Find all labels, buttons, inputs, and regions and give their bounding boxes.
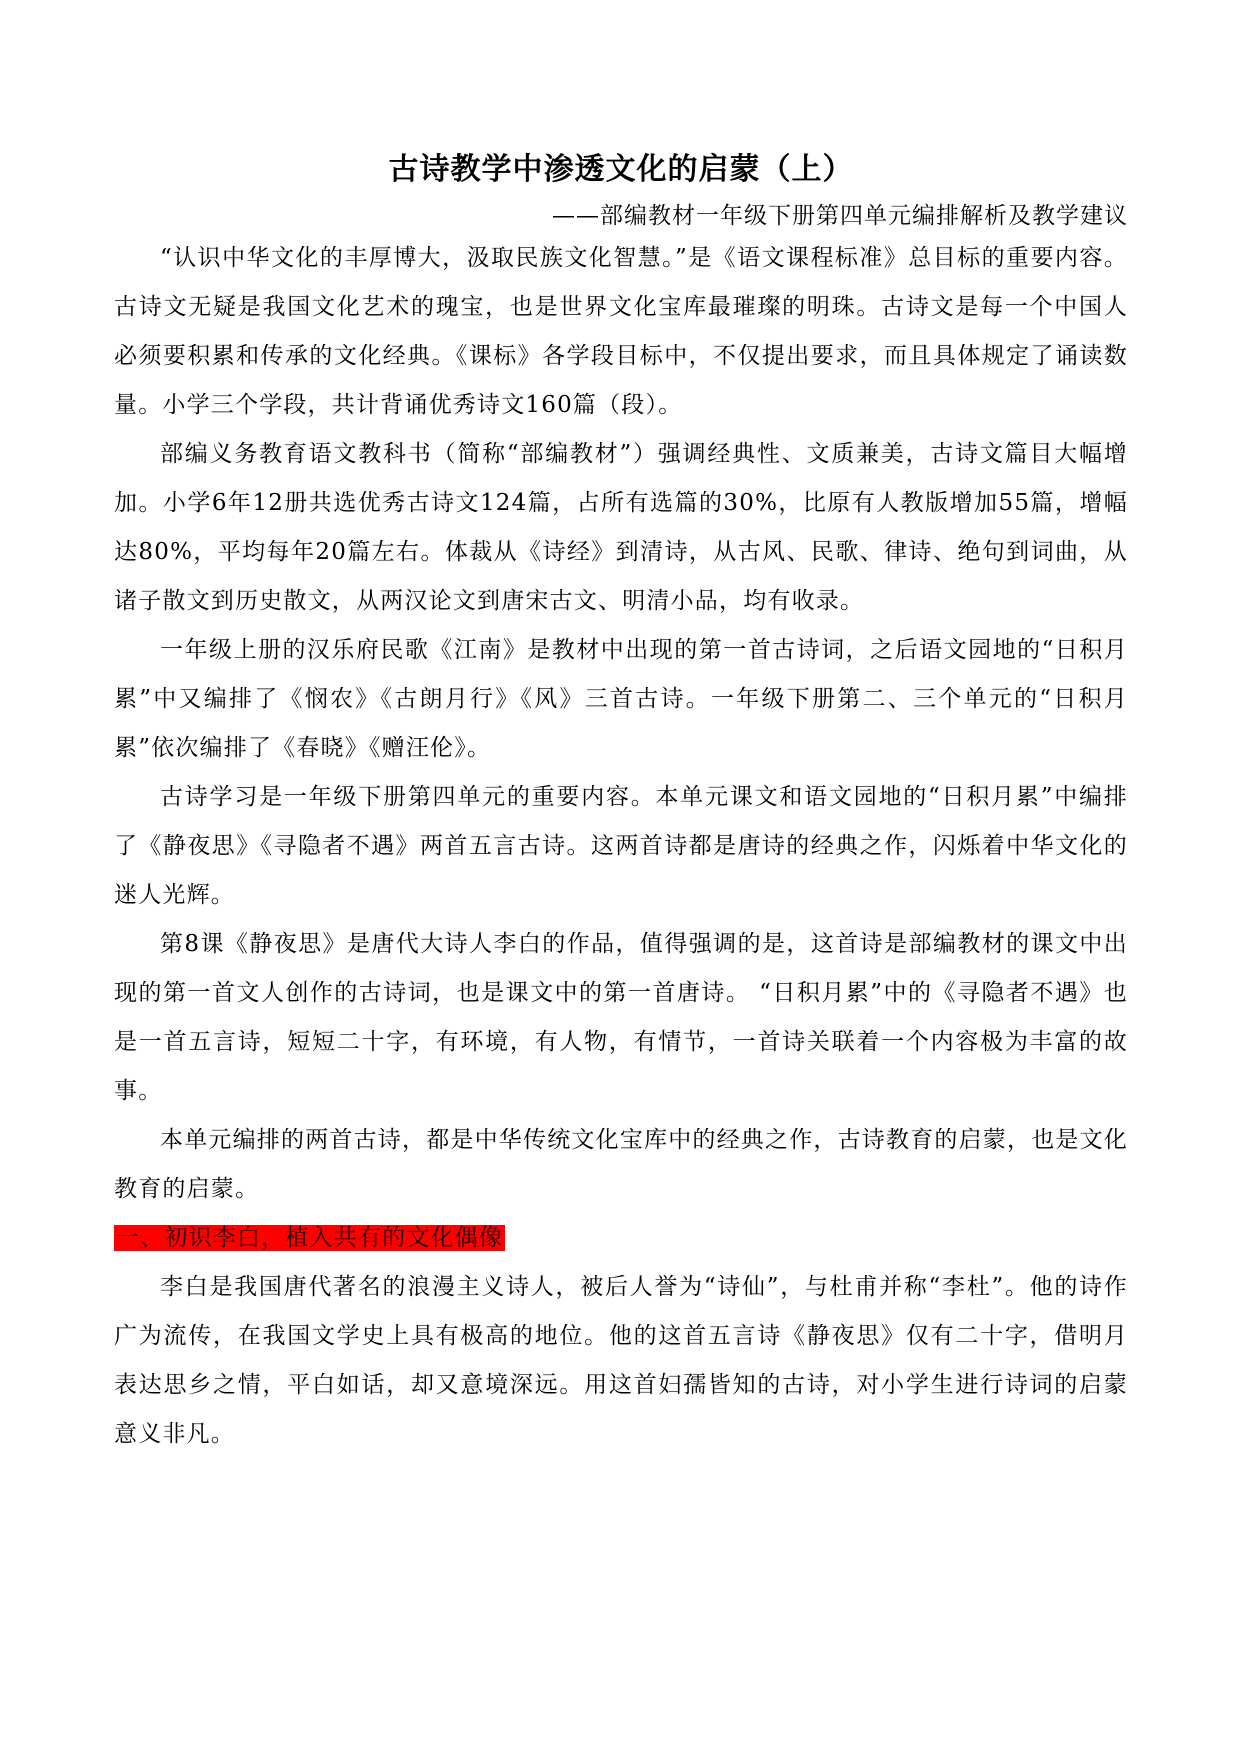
document-title: 古诗教学中渗透文化的启蒙（上） bbox=[388, 152, 854, 187]
body-paragraph: 李白是我国唐代著名的浪漫主义诗人，被后人誉为“诗仙”，与杜甫并称“李杜”。他的诗作广为流传，在我国文学史上具有极高的地位。他的这首五言诗《静夜思》仅有二十字，借明月表达思乡之情，平白如话，却又意境深远。用这首妇孺皆知的古诗，对小学生进行诗词的启蒙意义非凡。 bbox=[114, 1274, 1128, 1447]
section-heading-row bbox=[114, 1214, 1128, 1263]
document-page bbox=[114, 150, 1128, 1459]
body-paragraph: “认识中华文化的丰厚博大，汲取民族文化智慧。”是《语文课程标准》总目标的重要内容。古诗文无疑是我国文化艺术的瑰宝，也是世界文化宝库最璀璨的明珠。古诗文是每一个中国人必须要积累和传承的文化经典。《课标》各学段目标中，不仅提出要求，而且具体规定了诵读数量。小学三个学段，共计背诵优秀诗文160篇（段）。 bbox=[114, 245, 1128, 418]
body-paragraph: 一年级上册的汉乐府民歌《江南》是教材中出现的第一首古诗词，之后语文园地的“日积月累”中又编排了《悯农》《古朗月行》《风》三首古诗。一年级下册第二、三个单元的“日积月累”依次编排了《春晓》《赠汪伦》。 bbox=[114, 637, 1128, 761]
body-paragraph: 古诗学习是一年级下册第四单元的重要内容。本单元课文和语文园地的“日积月累”中编排了《静夜思》《寻隐者不遇》两首五言古诗。这两首诗都是唐诗的经典之作，闪烁着中华文化的迷人光辉。 bbox=[114, 784, 1128, 908]
section-heading: 一、初识李白，植入共有的文化偶像 bbox=[116, 1225, 504, 1251]
body-paragraph: 第8课《静夜思》是唐代大诗人李白的作品，值得强调的是，这首诗是部编教材的课文中出现的第一首文人创作的古诗词，也是课文中的第一首唐诗。 “日积月累”中的《寻隐者不遇》也是一首五言诗，短短二十字，有环境，有人物，有情节，一首诗关联着一个内容极为丰富的故事。 bbox=[114, 931, 1128, 1104]
body-paragraph: 本单元编排的两首古诗，都是中华传统文化宝库中的经典之作，古诗教育的启蒙，也是文化教育的启蒙。 bbox=[114, 1127, 1128, 1202]
document-subtitle: ——部编教材一年级下册第四单元编排解析及教学建议 bbox=[552, 203, 1128, 229]
body-paragraph: 部编义务教育语文教科书（简称“部编教材”）强调经典性、文质兼美，古诗文篇目大幅增加。小学6年12册共选优秀古诗文124篇，占所有选篇的30%，比原有人教版增加55篇，增幅达80%，平均每年20篇左右。体裁从《诗经》到清诗，从古风、民歌、律诗、绝句到词曲，从诸子散文到历史散文，从两汉论文到唐宋古文、明清小品，均有收录。 bbox=[114, 441, 1128, 614]
